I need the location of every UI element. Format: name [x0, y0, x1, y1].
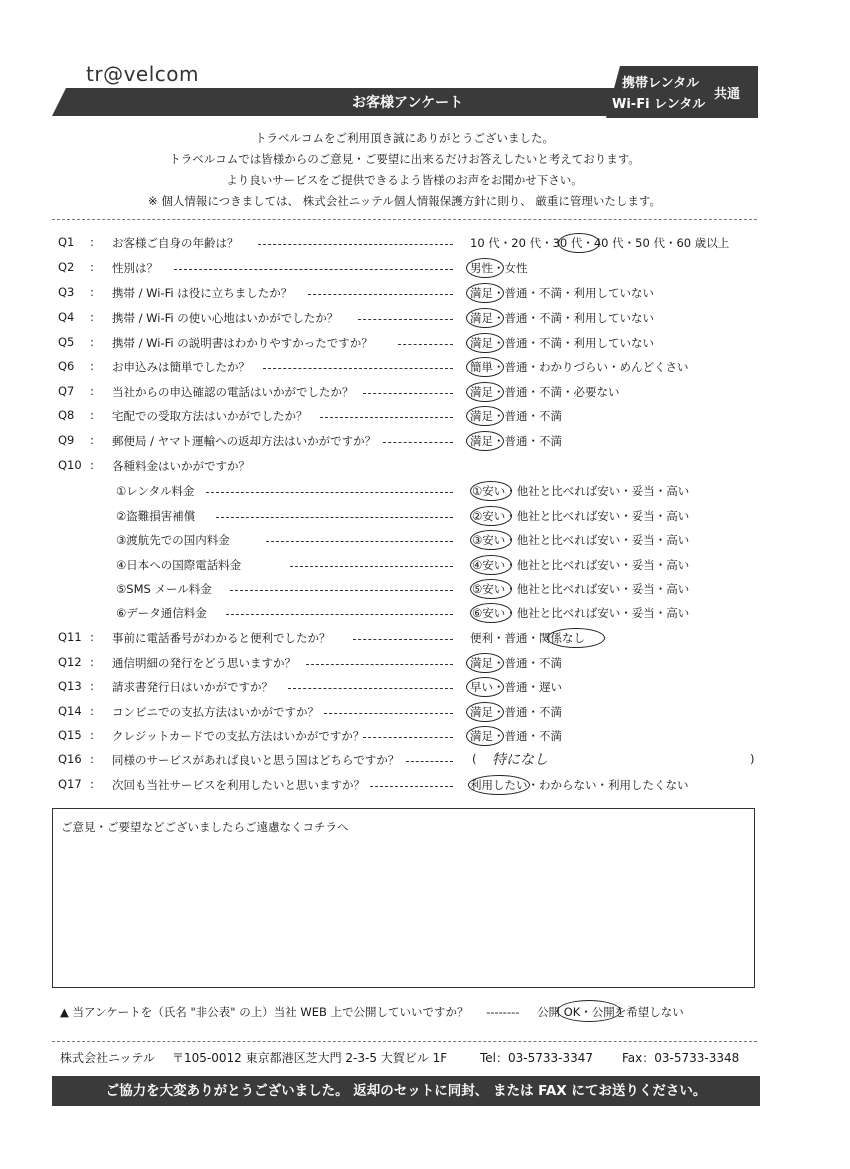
- question-colon: :: [90, 458, 94, 472]
- question-q9: [58, 433, 758, 453]
- intro-line: ※ 個人情報につきましては、 株式会社ニッテル個人情報保護方針に則り、 厳重に管理いたします。: [148, 194, 661, 208]
- question-q10-sms-fee: [58, 581, 758, 601]
- leader-line: [288, 688, 453, 689]
- question-colon: :: [90, 728, 94, 742]
- leader-line: --------: [486, 1005, 520, 1019]
- question-q6: [58, 359, 758, 379]
- selection-circle: [470, 579, 512, 599]
- question-text: クレジットカードでの支払方法はいかがですか？: [112, 729, 365, 743]
- company-address: 〒105-0012 東京都港区芝大門 2-3-5 大賀ビル 1F: [172, 1051, 448, 1065]
- question-number: Q5: [58, 335, 75, 349]
- question-colon: :: [90, 285, 94, 299]
- question-number: Q8: [58, 408, 75, 422]
- leader-line: [370, 786, 453, 787]
- publish-answer[interactable]: 公開 OK・公開を希望しない: [537, 1005, 684, 1019]
- answer-options[interactable]: 早い・普通・遅い: [470, 680, 562, 694]
- question-q10-data-fee: [58, 605, 758, 625]
- selection-circle: [466, 333, 504, 353]
- question-q14: [58, 704, 758, 724]
- selection-circle: [466, 677, 504, 697]
- question-number: Q9: [58, 433, 75, 447]
- question-colon: :: [90, 752, 94, 766]
- question-number: Q1: [58, 235, 75, 249]
- question-q11: [58, 630, 758, 650]
- company-name: 株式会社ニッテル: [60, 1051, 155, 1065]
- leader-line: [226, 614, 453, 615]
- question-text: 携帯 / Wi-Fi は役に立ちましたか？: [112, 286, 293, 300]
- answer-options[interactable]: 満足・普通・不満・必要ない: [470, 385, 620, 399]
- answer-options[interactable]: ⑥安い・他社と比べれば安い・妥当・高い: [472, 606, 690, 620]
- question-text: ②盗難損害補償: [116, 509, 196, 523]
- leader-line: [308, 294, 453, 295]
- question-number: Q13: [58, 679, 82, 693]
- question-number: Q12: [58, 655, 82, 669]
- answer-options[interactable]: ②安い・他社と比べれば安い・妥当・高い: [472, 509, 690, 523]
- question-q10-theft-insurance: [58, 508, 758, 528]
- company-fax: Fax：03-5733-3348: [622, 1051, 740, 1065]
- leader-line: [324, 713, 453, 714]
- leader-line: [206, 492, 453, 493]
- selection-circle: [547, 628, 605, 648]
- travelcom-logo: tr@velcom: [86, 62, 199, 86]
- leader-line: [358, 319, 453, 320]
- leader-line: [266, 541, 453, 542]
- answer-options[interactable]: 簡単・普通・わかりづらい・めんどくさい: [470, 360, 689, 374]
- question-colon: :: [90, 630, 94, 644]
- intro-line: トラベルコムでは皆様からのご意見・ご要望に出来るだけお答えしたいと考えております。: [169, 152, 640, 166]
- leader-line: [363, 737, 453, 738]
- leader-line: [320, 417, 453, 418]
- selection-circle: [470, 506, 512, 526]
- question-colon: :: [90, 704, 94, 718]
- question-text: 当社からの申込確認の電話はいかがでしたか？: [112, 385, 354, 399]
- selection-circle: [468, 775, 530, 795]
- question-text: お申込みは簡単でしたか？: [112, 360, 250, 374]
- question-text: 通信明細の発行をどう思いますか？: [112, 656, 296, 670]
- leader-line: [258, 244, 453, 245]
- question-number: Q14: [58, 704, 82, 718]
- answer-options[interactable]: 満足・普通・不満: [470, 729, 562, 743]
- selection-circle: [470, 530, 512, 550]
- question-q10-international-fee: [58, 557, 758, 577]
- question-q15: [58, 728, 758, 748]
- answer-options[interactable]: 利用したい・わからない・利用したくない: [470, 778, 689, 792]
- selection-circle: [466, 283, 504, 303]
- selection-circle: [466, 726, 504, 746]
- answer-options[interactable]: 満足・普通・不満・利用していない: [470, 286, 654, 300]
- question-q8: [58, 408, 758, 428]
- question-number: Q7: [58, 384, 75, 398]
- intro-line: トラベルコムをご利用頂き誠にありがとうございました。: [255, 131, 554, 145]
- question-colon: :: [90, 359, 94, 373]
- question-q10-local-fee: [58, 532, 758, 552]
- intro-line: より良いサービスをご提供できるよう皆様のお声をお聞かせ下さい。: [226, 173, 583, 187]
- question-colon: :: [90, 235, 94, 249]
- leader-line: [290, 566, 453, 567]
- service-wifi-rental: Wi-Fi レンタル: [612, 97, 706, 112]
- question-text: 宅配での受取方法はいかがでしたか？: [112, 409, 308, 423]
- leader-line: [363, 393, 453, 394]
- question-q2: [58, 260, 758, 280]
- selection-circle: [466, 258, 504, 278]
- free-answer-open: (: [472, 752, 477, 766]
- question-colon: :: [90, 679, 94, 693]
- leader-line: [406, 761, 453, 762]
- answer-options[interactable]: ①安い・他社と比べれば安い・妥当・高い: [472, 484, 690, 498]
- question-text: 携帯 / Wi-Fi の説明書はわかりやすかったですか？: [112, 336, 373, 350]
- service-common-label: 共通: [714, 87, 741, 102]
- question-number: Q4: [58, 310, 75, 324]
- question-number: Q15: [58, 728, 82, 742]
- question-q10: [58, 458, 758, 478]
- survey-title: お客様アンケート: [352, 95, 464, 111]
- publish-question: ▲ 当アンケートを（氏名 "非公表" の上）当社 WEB 上で公開していいですか？: [60, 1005, 469, 1019]
- selection-circle: [470, 603, 512, 623]
- question-colon: :: [90, 777, 94, 791]
- leader-line: [383, 442, 453, 443]
- question-text: 事前に電話番号がわかると便利でしたか？: [112, 631, 331, 645]
- comment-box[interactable]: [52, 808, 755, 988]
- question-number: Q10: [58, 458, 82, 472]
- question-text: 各種料金はいかがですか？: [112, 459, 250, 473]
- leader-line: [263, 368, 453, 369]
- question-text: ④日本への国際電話料金: [116, 558, 242, 572]
- question-q10-rental-fee: [58, 483, 758, 503]
- question-colon: :: [90, 335, 94, 349]
- question-colon: :: [90, 310, 94, 324]
- free-answer-close: ): [750, 752, 755, 766]
- question-number: Q11: [58, 630, 82, 644]
- question-number: Q6: [58, 359, 75, 373]
- service-mobile-rental: 携帯レンタル: [622, 76, 700, 91]
- selection-circle: [466, 431, 504, 451]
- leader-line: [306, 664, 453, 665]
- answer-options[interactable]: 便利・普通・関係なし: [470, 631, 585, 645]
- footer-divider: [52, 1041, 757, 1042]
- answer-options[interactable]: 満足・普通・不満・利用していない: [470, 311, 654, 325]
- question-colon: :: [90, 433, 94, 447]
- selection-circle: [466, 357, 504, 377]
- comment-label: ご意見・ご要望などございましたらご遠慮なくコチラへ: [61, 820, 349, 834]
- question-text: 携帯 / Wi-Fi の使い心地はいかがでしたか？: [112, 311, 339, 325]
- question-q1: [58, 235, 758, 255]
- question-colon: :: [90, 655, 94, 669]
- question-q12: [58, 655, 758, 675]
- question-number: Q17: [58, 777, 82, 791]
- company-tel: Tel：03-5733-3347: [480, 1051, 594, 1065]
- question-q4: [58, 310, 758, 330]
- leader-line: [398, 344, 453, 345]
- question-q16: [58, 752, 763, 772]
- question-text: 性別は？: [112, 261, 158, 275]
- leader-line: [174, 269, 453, 270]
- selection-circle: [557, 1000, 621, 1022]
- question-q7: [58, 384, 758, 404]
- question-text: 請求書発行日はいかがですか？: [112, 680, 273, 694]
- question-text: 郵便局 / ヤマト運輸への返却方法はいかがですか？: [112, 434, 377, 448]
- question-text: ⑥データ通信料金: [116, 606, 207, 620]
- answer-options[interactable]: 満足・普通・不満: [470, 434, 562, 448]
- thank-you-banner: ご協力を大変ありがとうございました。 返却のセットに同封、 または FAX にてお送りください。: [52, 1076, 760, 1106]
- question-text: ⑤SMS メール料金: [116, 582, 212, 596]
- selection-circle: [470, 555, 512, 575]
- answer-options[interactable]: 満足・普通・不満: [470, 656, 562, 670]
- question-number: Q2: [58, 260, 75, 274]
- question-text: お客様ご自身の年齢は？: [112, 236, 239, 250]
- selection-circle: [466, 653, 504, 673]
- answer-options[interactable]: 満足・普通・不満: [470, 409, 562, 423]
- answer-options[interactable]: 10 代・20 代・30 代・40 代・50 代・60 歳以上: [470, 236, 730, 250]
- question-q3: [58, 285, 758, 305]
- selection-circle: [470, 481, 512, 501]
- handwritten-answer[interactable]: 特になし: [492, 752, 548, 768]
- selection-circle: [466, 308, 504, 328]
- question-q13: [58, 679, 758, 699]
- leader-line: [230, 590, 453, 591]
- question-text: 同様のサービスがあれば良いと思う国はどちらですか？: [112, 753, 400, 767]
- question-colon: :: [90, 260, 94, 274]
- question-q17: [58, 777, 758, 797]
- question-number: Q16: [58, 752, 82, 766]
- question-text: ③渡航先での国内料金: [116, 533, 230, 547]
- selection-circle: [466, 702, 504, 722]
- selection-circle: [466, 406, 504, 426]
- selection-circle: [466, 382, 504, 402]
- answer-options[interactable]: 満足・普通・不満・利用していない: [470, 336, 654, 350]
- answer-options[interactable]: 満足・普通・不満: [470, 705, 562, 719]
- selection-circle: [558, 233, 600, 253]
- answer-options[interactable]: 男性・女性: [470, 261, 528, 275]
- intro-text: [52, 128, 757, 212]
- leader-line: [353, 639, 453, 640]
- question-q5: [58, 335, 758, 355]
- question-colon: :: [90, 384, 94, 398]
- question-number: Q3: [58, 285, 75, 299]
- question-text: ①レンタル料金: [116, 484, 195, 498]
- question-text: コンビニでの支払方法はいかがですか？: [112, 705, 319, 719]
- section-divider: [52, 219, 757, 220]
- answer-options[interactable]: ④安い・他社と比べれば安い・妥当・高い: [472, 558, 690, 572]
- answer-options[interactable]: ③安い・他社と比べれば安い・妥当・高い: [472, 533, 690, 547]
- question-colon: :: [90, 408, 94, 422]
- question-text: 次回も当社サービスを利用したいと思いますか？: [112, 778, 365, 792]
- answer-options[interactable]: ⑤安い・他社と比べれば安い・妥当・高い: [472, 582, 690, 596]
- leader-line: [216, 517, 453, 518]
